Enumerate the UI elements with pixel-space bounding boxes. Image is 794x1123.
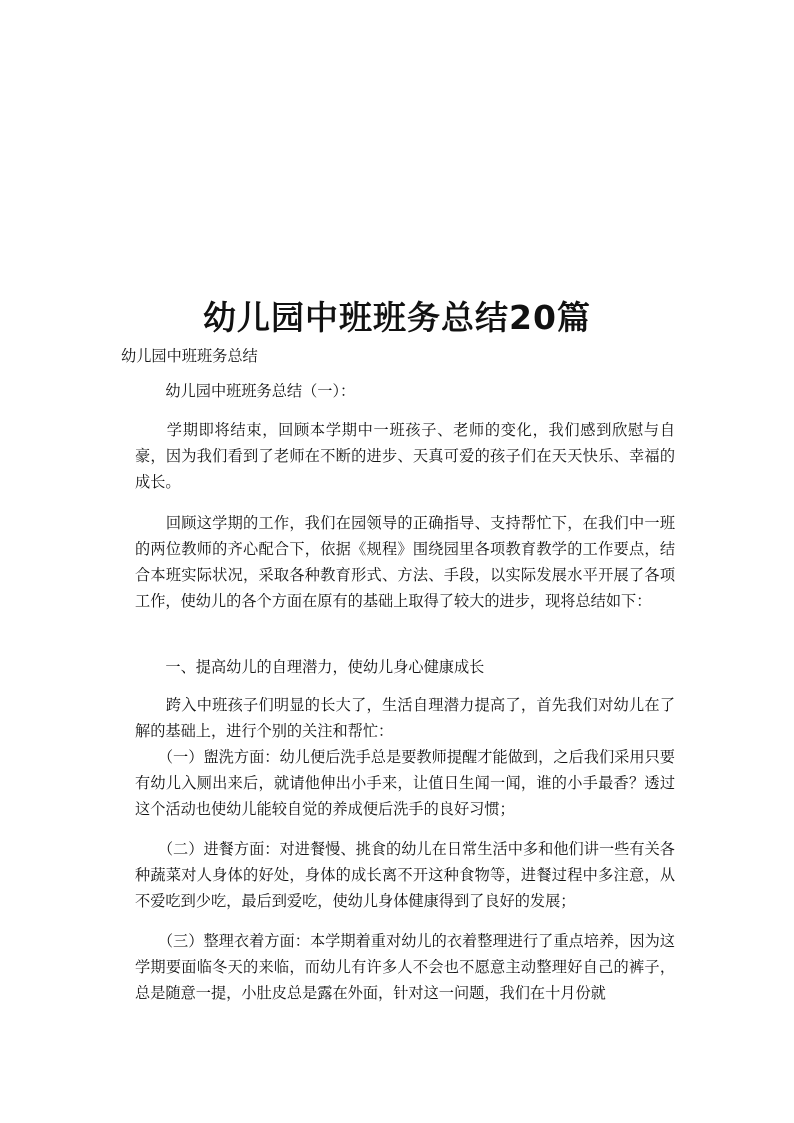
paragraph-eating: （二）进餐方面：对进餐慢、挑食的幼儿在日常生活中多和他们讲一些有关各种蔬菜对人身体的好处，身体的成长离不开这种食物等，进餐过程中多注意，从不爱吃到少吃，最后到爱吃，使幼儿身体健康得到了良好的发展； (135, 840, 675, 910)
paragraph-review: 回顾这学期的工作，我们在园领导的正确指导、支持帮忙下，在我们中一班的两位教师的齐心配合下，依据《规程》围绕园里各项教育教学的工作要点，结合本班实际状况，采取各种教育形式、方法、手段，以实际发展水平开展了各项工作，使幼儿的各个方面在原有的基础上取得了较大的进步，现将总结如下： (135, 514, 675, 610)
paragraph-self-care: 跨入中班孩子们明显的长大了，生活自理潜力提高了，首先我们对幼儿在了解的基础上，进行个别的关注和帮忙： (135, 696, 675, 740)
paragraph-heading-1: 一、提高幼儿的自理潜力，使幼儿身心健康成长 (135, 658, 485, 676)
document-title: 幼儿园中班班务总结20篇 (203, 298, 591, 337)
paragraph-washing: （一）盥洗方面：幼儿便后洗手总是要教师提醒才能做到，之后我们采用只要有幼儿入厕出来后，就请他伸出小手来，让值日生闻一闻，谁的小手最香？透过这个活动也使幼儿能较自觉的养成便后洗手的良好习惯； (135, 748, 675, 818)
document-subtitle: 幼儿园中班班务总结 (121, 347, 258, 365)
paragraph-section-heading: 幼儿园中班班务总结（一）： (135, 382, 356, 400)
paragraph-clothing: （三）整理衣着方面：本学期着重对幼儿的衣着整理进行了重点培养，因为这学期要面临冬天的来临，而幼儿有许多人不会也不愿意主动整理好自己的裤子，总是随意一提，小肚皮总是露在外面，针对这一问题，我们在十月份就 (135, 932, 675, 1002)
paragraph-intro: 学期即将结束，回顾本学期中一班孩子、老师的变化，我们感到欣慰与自豪，因为我们看到了老师在不断的进步、天真可爱的孩子们在天天快乐、幸福的成长。 (135, 421, 675, 491)
